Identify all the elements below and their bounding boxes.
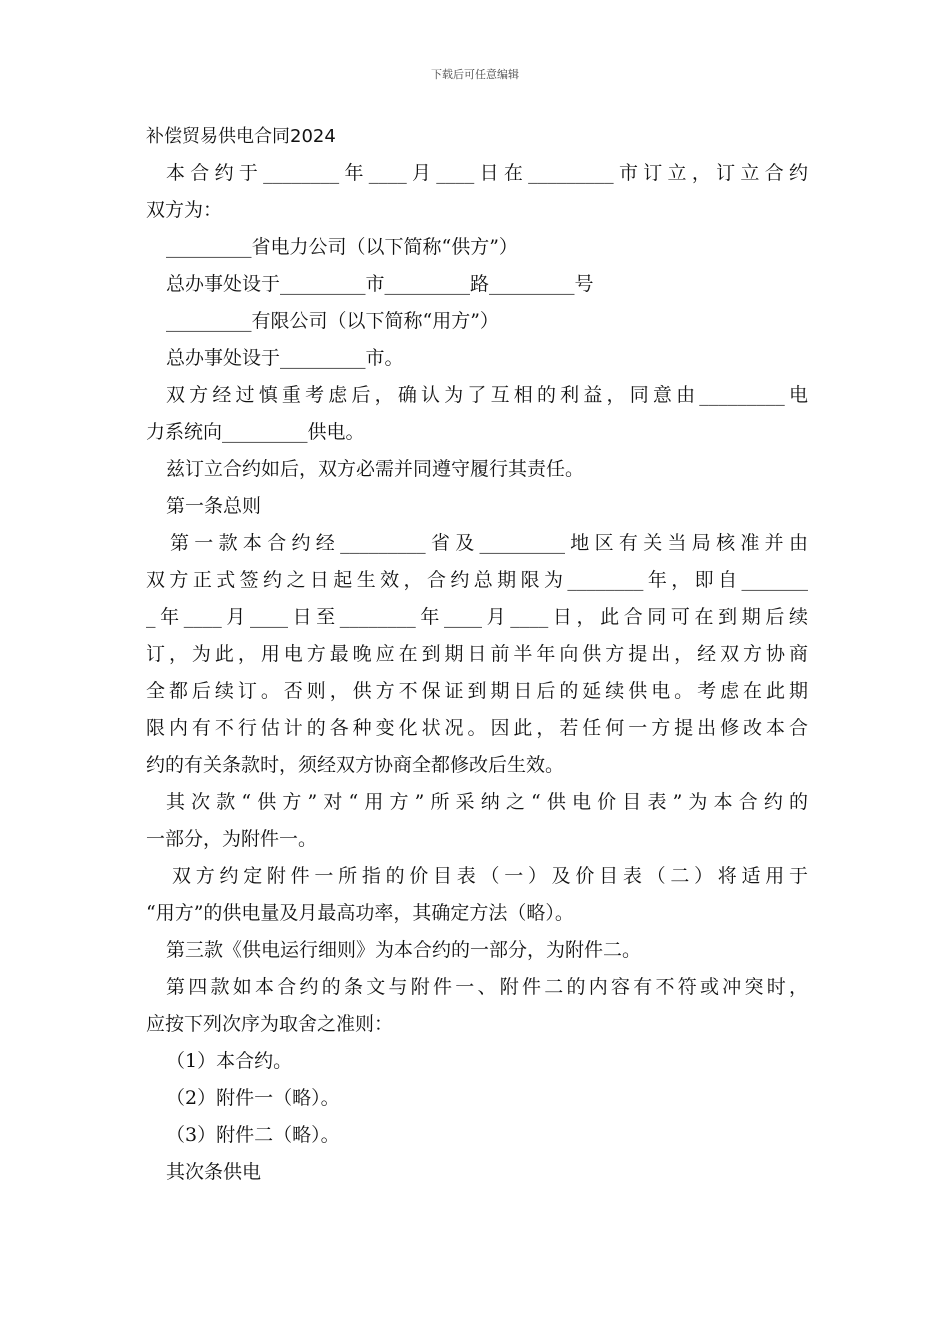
paragraph-line: 总办事处设于_________市_________路_________号 xyxy=(166,273,594,295)
paragraph-line: _________有限公司（以下简称“用方”） xyxy=(166,310,499,332)
paragraph-line: 约的有关条款时，须经双方协商全都修改后生效。 xyxy=(146,754,565,776)
paragraph-line: 双方经过慎重考虑后，确认为了互相的利益，同意由_________电 xyxy=(166,384,808,406)
list-item: （1）本合约。 xyxy=(166,1050,293,1072)
list-item: （3）附件二（略）。 xyxy=(166,1124,340,1146)
page-header: 下载后可任意编辑 xyxy=(431,68,519,81)
list-item: （2）附件一（略）。 xyxy=(166,1087,340,1109)
paragraph-line: 双方约定附件一所指的价目表（一）及价目表（二）将适用于 xyxy=(172,865,808,887)
paragraph-line: 订，为此，用电方最晚应在到期日前半年向供方提出，经双方协商 xyxy=(146,643,808,665)
paragraph-line: 双方正式签约之日起生效，合约总期限为________年，即自_______ xyxy=(146,569,808,591)
paragraph-line: 限内有不行估计的各种变化状况。因此，若任何一方提出修改本合 xyxy=(146,717,808,739)
paragraph-line: 全都后续订。否则，供方不保证到期日后的延续供电。考虑在此期 xyxy=(146,680,808,702)
contract-body xyxy=(146,118,808,1191)
paragraph-line: 总办事处设于_________市。 xyxy=(166,347,404,369)
section-heading: 其次条供电 xyxy=(166,1161,262,1183)
paragraph-line: 兹订立合约如后，双方必需并同遵守履行其责任。 xyxy=(166,458,585,480)
paragraph-line: 本合约于________年____月____日在_________市订立，订立合约 xyxy=(166,162,808,184)
paragraph-line: 其次款“供方”对“用方”所采纳之“供电价目表”为本合约的 xyxy=(166,791,808,813)
paragraph-line: “用方”的供电量及月最高功率，其确定方法（略）。 xyxy=(146,902,574,924)
paragraph-line: 双方为： xyxy=(146,199,223,221)
paragraph-line: 第一款本合约经_________省及_________地区有关当局核准并由 xyxy=(170,532,808,554)
paragraph-line: _________省电力公司（以下简称“供方”） xyxy=(166,236,518,258)
paragraph-line: 力系统向_________供电。 xyxy=(146,421,365,443)
paragraph-line: 第四款如本合约的条文与附件一、附件二的内容有不符或冲突时， xyxy=(166,976,808,998)
paragraph-line: 一部分，为附件一。 xyxy=(146,828,318,850)
document-title: 补偿贸易供电合同2024 xyxy=(146,126,336,147)
paragraph-line: _年____月____日至________年____月____日，此合同可在到期后续 xyxy=(146,606,808,628)
section-heading: 第一条总则 xyxy=(166,495,262,517)
paragraph-line: 第三款《供电运行细则》为本合约的一部分，为附件二。 xyxy=(166,939,642,961)
paragraph-line: 应按下列次序为取舍之准则： xyxy=(146,1013,394,1035)
